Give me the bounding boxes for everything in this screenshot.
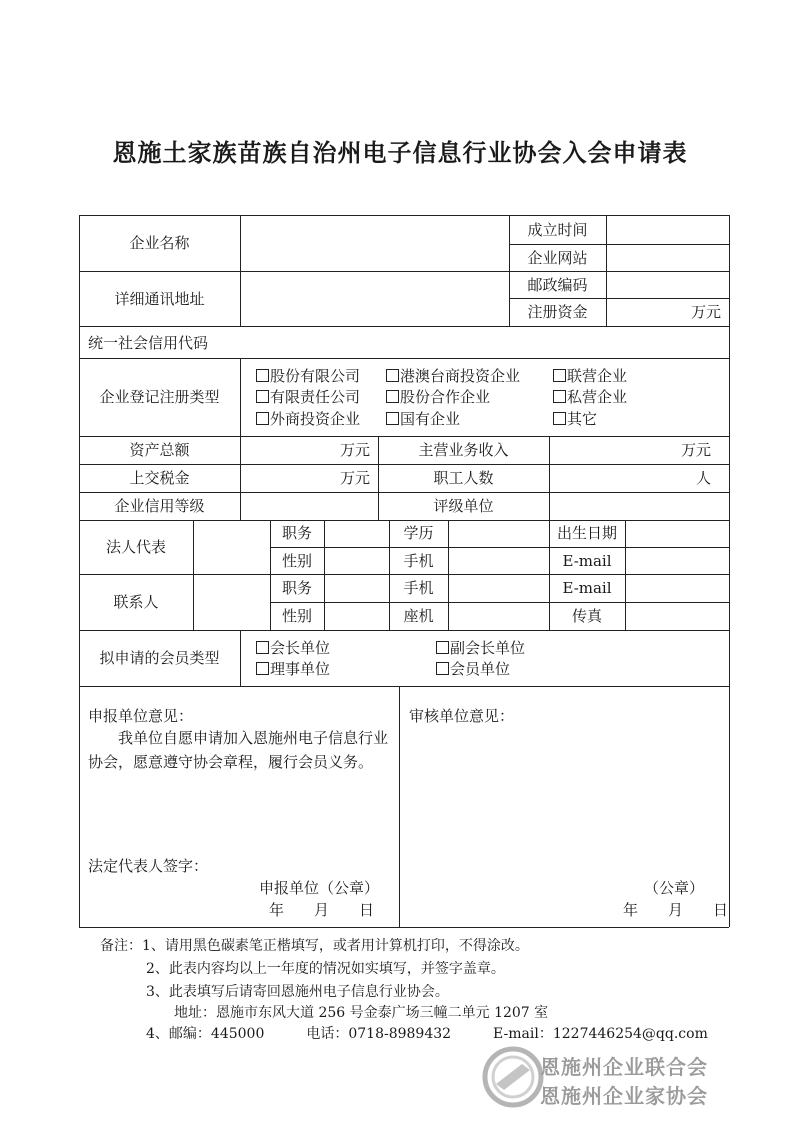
applicant-date: 年 月 日 — [269, 901, 375, 919]
applicant-opinion-body: 我单位自愿申请加入恩施州电子信息行业协会，愿意遵守协会章程，履行会员义务。 — [88, 729, 389, 771]
label-contact-fax: 传真 — [571, 607, 602, 625]
unit-main-revenue: 万元 — [680, 441, 711, 459]
label-capital: 注册资金 — [527, 303, 588, 321]
label-contact-mobile: 手机 — [403, 579, 434, 597]
checkbox-icon — [553, 390, 566, 403]
checkbox-icon — [256, 390, 269, 403]
label-rating-agency: 评级单位 — [433, 497, 494, 515]
unit-total-assets: 万元 — [339, 441, 370, 459]
label-main-revenue: 主营业务收入 — [418, 441, 509, 459]
label-legal-birth-date: 出生日期 — [556, 524, 617, 542]
checkbox-icon — [553, 412, 566, 425]
reviewer-opinion-heading: 审核单位意见： — [409, 707, 515, 725]
applicant-signature-label: 法定代表人签字： — [88, 857, 209, 875]
label-legal-email: E-mail — [562, 552, 612, 570]
checkbox-icon — [436, 662, 449, 675]
checkbox-icon — [256, 369, 269, 382]
label-legal-mobile: 手机 — [403, 552, 434, 570]
label-contact: 联系人 — [113, 593, 159, 611]
reg-type-option[interactable]: 有限责任公司 — [256, 388, 360, 406]
label-founded: 成立时间 — [527, 221, 588, 239]
note-line-3: 3、此表填写后请寄回恩施州电子信息行业协会。 — [146, 984, 449, 1000]
label-total-assets: 资产总额 — [129, 441, 190, 459]
label-address: 详细通讯地址 — [114, 290, 205, 308]
reg-type-option[interactable]: 股份有限公司 — [256, 367, 360, 385]
label-contact-email: E-mail — [562, 579, 612, 597]
reg-type-option[interactable]: 私营企业 — [553, 388, 627, 406]
member-type-option[interactable]: 会员单位 — [436, 660, 510, 678]
applicant-opinion-heading: 申报单位意见： — [88, 707, 194, 725]
form-title: 恩施土家族苗族自治州电子信息行业协会入会申请表 — [112, 139, 688, 167]
label-tax-paid: 上交税金 — [129, 469, 190, 487]
checkbox-icon — [386, 369, 399, 382]
watermark-logo-icon — [482, 1046, 544, 1108]
unit-tax-paid: 万元 — [339, 469, 370, 487]
unit-capital: 万元 — [690, 303, 721, 321]
label-legal-education: 学历 — [403, 524, 434, 542]
label-postcode: 邮政编码 — [527, 276, 588, 294]
member-type-option[interactable]: 副会长单位 — [436, 639, 525, 657]
label-contact-gender: 性别 — [281, 607, 312, 625]
label-legal-position: 职务 — [281, 524, 312, 542]
checkbox-icon — [256, 412, 269, 425]
label-legal-rep: 法人代表 — [105, 538, 166, 556]
reg-type-option[interactable]: 联营企业 — [553, 367, 627, 385]
label-reg-type: 企业登记注册类型 — [99, 388, 220, 406]
reviewer-date: 年 月 日 — [623, 901, 729, 919]
label-contact-landline: 座机 — [403, 607, 434, 625]
reviewer-seal: （公章） — [644, 879, 705, 897]
checkbox-icon — [436, 641, 449, 654]
label-credit-rating: 企业信用等级 — [114, 497, 205, 515]
note-line-1: 备注：1、请用黑色碳素笔正楷填写，或者用计算机打印，不得涂改。 — [100, 938, 529, 954]
checkbox-icon — [256, 662, 269, 675]
label-website: 企业网站 — [527, 249, 588, 267]
reg-type-option[interactable]: 外商投资企业 — [256, 410, 360, 428]
member-type-option[interactable]: 会长单位 — [256, 639, 330, 657]
reg-type-option[interactable]: 港澳台商投资企业 — [386, 367, 520, 385]
note-line-2: 2、此表内容均以上一年度的情况如实填写，并签字盖章。 — [146, 961, 505, 977]
note-line-4: 地址：恩施市东风大道 256 号金泰广场三幢二单元 1207 室 — [174, 1005, 549, 1021]
watermark-text-1: 恩施州企业联合会 — [540, 1055, 708, 1079]
unit-employees: 人 — [695, 469, 711, 487]
checkbox-icon — [553, 369, 566, 382]
label-credit-code: 统一社会信用代码 — [88, 334, 209, 352]
label-legal-gender: 性别 — [281, 552, 312, 570]
checkbox-icon — [386, 412, 399, 425]
checkbox-icon — [256, 641, 269, 654]
note-line-5: 4、邮编：445000 电话：0718-8989432 E-mail：1227446254@qq.com — [146, 1026, 708, 1042]
label-company-name: 企业名称 — [129, 234, 190, 252]
applicant-seal: 申报单位（公章） — [259, 879, 380, 897]
reg-type-option[interactable]: 国有企业 — [386, 410, 460, 428]
reg-type-option[interactable]: 其它 — [553, 410, 597, 428]
label-employees: 职工人数 — [433, 469, 494, 487]
label-contact-position: 职务 — [281, 579, 312, 597]
watermark-text-2: 恩施州企业家协会 — [540, 1084, 708, 1108]
checkbox-icon — [386, 390, 399, 403]
label-member-type: 拟申请的会员类型 — [99, 649, 220, 667]
reg-type-option[interactable]: 股份合作企业 — [386, 388, 490, 406]
member-type-option[interactable]: 理事单位 — [256, 660, 330, 678]
